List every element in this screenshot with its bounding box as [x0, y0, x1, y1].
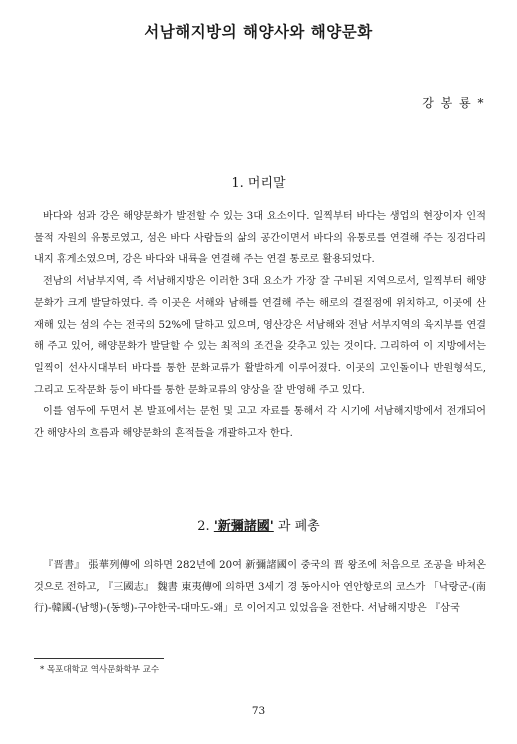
paragraph: 전남의 서남부지역, 즉 서남해지방은 이러한 3대 요소가 가장 잘 구비된 지역으로서, 일찍부터 해양문화가 크게 발달하였다. 즉 이곳은 서해와 남해를 연결해 주는 해로의 결절점에 위치하고, 이곳에 산재해 있는 섬의 수는 전국의 52%에 달하고 있으며, 영산강은 서남해와 전남 서부지역의 육지부를 연결해 주고 있어, 해양문화가 발달할 수 있는 최적의 조건을 갖추고 있는 것이다. 그리하여 이 지방에서는 일찍이 선사시대부터 바다를 통한 문화교류가 활발하게 이루어졌다. 이곳의 고인돌이나 반원형석도, 그리고 도작문화 등이 바다를 통한 문화교류의 양상을 잘 반영해 주고 있다. [34, 276, 486, 396]
section-heading-rest: 과 폐총 [277, 519, 320, 534]
page-number: 73 [251, 705, 266, 717]
paragraph: 이를 염두에 두면서 본 발표에서는 문헌 및 고고 자료를 통해서 각 시기에 서남해지방에서 전개되어 간 해양사의 흐름과 해양문화의 흔적들을 개괄하고자 한다. [34, 406, 486, 440]
section-introduction-body [34, 206, 486, 445]
paper-title: 서남해지방의 해양사와 해양문화 [144, 22, 373, 41]
section-xinmi-body [34, 555, 486, 620]
footnote: * 목포대학교 역사문화학부 교수 [40, 665, 160, 675]
section-number: 2. [197, 519, 210, 534]
paragraph: 바다와 섬과 강은 해양문화가 발전할 수 있는 3대 요소이다. 일찍부터 바다는 생업의 현장이자 인적 물적 자원의 유통로였고, 섬은 바다 사람들의 삶의 공간이면서 바다의 유통로를 연결해 주는 징검다리 내지 휴게소였으며, 강은 바다와 내륙을 연결해 주는 연결 통로로 활용되었다. [34, 211, 486, 266]
footnote-divider [34, 658, 164, 659]
section-heading-xinmi [0, 515, 517, 534]
section-heading-introduction: 1. 머리말 [231, 176, 286, 191]
section-heading-term: '新彌諸國' [213, 519, 274, 534]
paragraph: 『晋書』 張華列傳에 의하면 282년에 20여 新彌諸國이 중국의 晋 왕조에 처음으로 조공을 바쳐온 것으로 전하고, 『三國志』 魏書 東夷傳에 의하면 3세기 경 동아시아 연안항로의 코스가 「낙랑군-(南行)-韓國-(남행)-(동행)-구야한국-대마도-왜」로 이어지고 있었음을 전한다. 서남해지방은 『삼국 [34, 560, 486, 615]
author-name: 강 봉 룡 * [422, 96, 485, 110]
